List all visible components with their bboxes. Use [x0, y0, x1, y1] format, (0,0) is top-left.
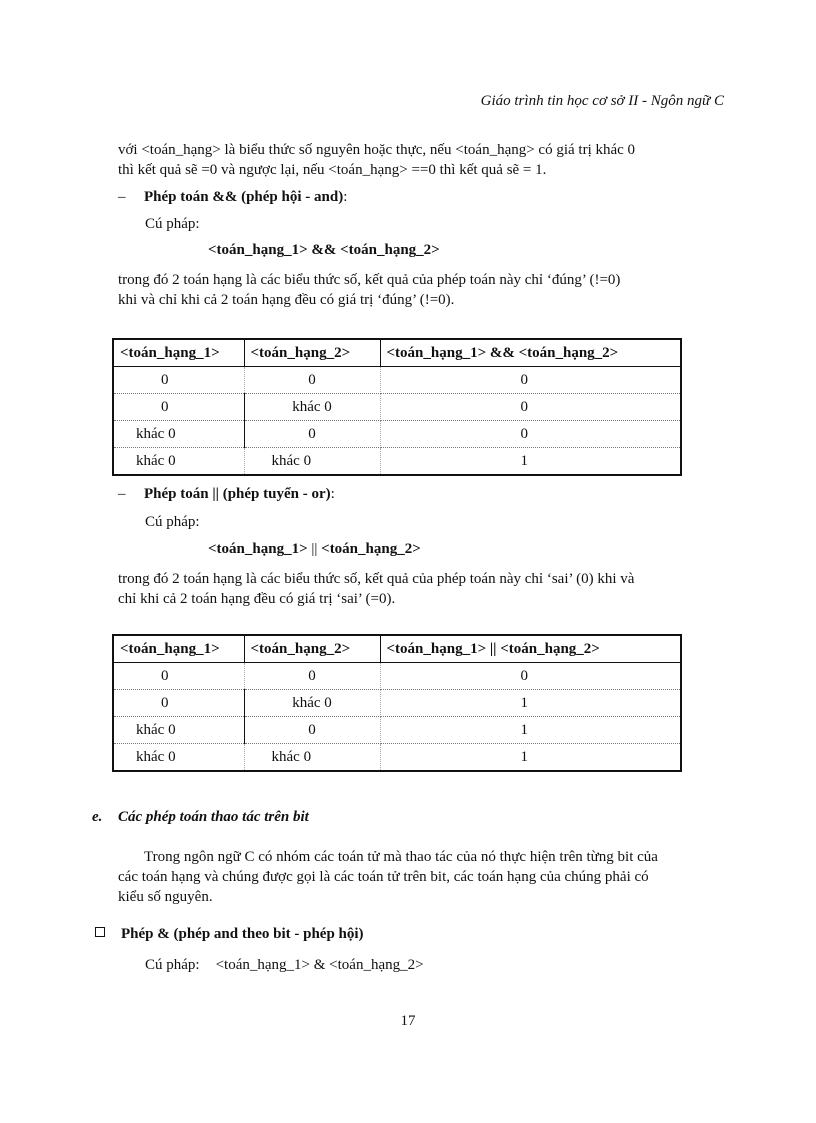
text-line: trong đó 2 toán hạng là các biểu thức số, kết quả của phép toán này chỉ ‘đúng’ (!=0) [118, 272, 621, 288]
syntax-label: Cú pháp: [145, 957, 200, 973]
dash-marker: – [118, 486, 126, 502]
or-truth-table [112, 634, 682, 772]
bit-and-heading-text: Phép & (phép and theo bit - phép hội) [121, 926, 364, 942]
heading-colon: : [343, 189, 348, 205]
table-cell: 0 [113, 690, 244, 717]
formula-operand: <toán_hạng_2> [321, 541, 421, 557]
section-title: Các phép toán thao tác trên bit [118, 809, 309, 825]
table-row [113, 717, 681, 744]
or-heading [118, 486, 335, 503]
and-formula: <toán_hạng_1> && <toán_hạng_2> [208, 242, 440, 258]
and-syntax-label: Cú pháp: [145, 216, 200, 232]
table-row [113, 394, 681, 421]
column-header: <toán_hạng_1> || <toán_hạng_2> [380, 635, 681, 663]
or-heading-text: Phép toán || (phép tuyển - or) [144, 486, 331, 502]
table-cell: 0 [113, 394, 244, 421]
heading-colon: : [330, 486, 335, 502]
section-heading-bit [92, 809, 309, 826]
table-cell: 1 [380, 744, 681, 772]
table-cell: khác 0 [113, 744, 244, 772]
table-row [113, 448, 681, 476]
formula-operand: <toán_hạng_1> [208, 541, 308, 557]
syntax-formula: <toán_hạng_1> & <toán_hạng_2> [215, 957, 424, 973]
table-cell: 1 [380, 690, 681, 717]
table-row [113, 421, 681, 448]
table-cell: 0 [380, 367, 681, 394]
text-line: khi và chỉ khi cả 2 toán hạng đều có giá trị ‘đúng’ (!=0). [118, 292, 455, 308]
text-line: các toán hạng và chúng được gọi là các toán tử trên bit, các toán hạng của chúng phải có [118, 869, 649, 885]
column-header: <toán_hạng_1> && <toán_hạng_2> [380, 339, 681, 367]
table-row [113, 663, 681, 690]
text-line: với <toán_hạng> là biểu thức số nguyên hoặc thực, nếu <toán_hạng> có giá trị khác 0 [118, 142, 636, 158]
table-cell: 0 [244, 421, 380, 448]
table-cell: khác 0 [244, 448, 380, 476]
table-cell: khác 0 [113, 421, 244, 448]
square-bullet-icon [95, 927, 105, 937]
not-operator-description [118, 140, 728, 180]
running-header: Giáo trình tin học cơ sở II - Ngôn ngữ C [480, 93, 724, 109]
table-cell: 0 [244, 663, 380, 690]
text-line: Trong ngôn ngữ C có nhóm các toán tử mà thao tác của nó thực hiện trên từng bit của [144, 849, 658, 865]
text-line: trong đó 2 toán hạng là các biểu thức số, kết quả của phép toán này chỉ ‘sai’ (0) khi và [118, 571, 635, 587]
or-syntax-label: Cú pháp: [145, 514, 200, 530]
table-cell: 0 [113, 663, 244, 690]
table-cell: khác 0 [244, 690, 380, 717]
bit-and-heading [95, 926, 364, 943]
table-cell: khác 0 [244, 394, 380, 421]
table-header-row [113, 339, 681, 367]
table-row [113, 690, 681, 717]
column-header: <toán_hạng_1> [113, 635, 244, 663]
table-cell: 0 [380, 663, 681, 690]
text-line: kiểu số nguyên. [118, 889, 213, 905]
text-line: chỉ khi cả 2 toán hạng đều có giá trị ‘sai’ (=0). [118, 591, 396, 607]
table-row [113, 744, 681, 772]
table-cell: 1 [380, 448, 681, 476]
text-line: thì kết quả sẽ =0 và ngược lại, nếu <toán_hạng> ==0 thì kết quả sẽ = 1. [118, 162, 547, 178]
and-heading [118, 189, 347, 206]
table-cell: 0 [380, 394, 681, 421]
table-header-row [113, 635, 681, 663]
column-header: <toán_hạng_1> [113, 339, 244, 367]
page-number: 17 [400, 1013, 416, 1029]
table-cell: 0 [244, 717, 380, 744]
bit-intro-paragraph [118, 847, 728, 907]
and-heading-text: Phép toán && (phép hội - and) [144, 189, 344, 205]
table-cell: khác 0 [244, 744, 380, 772]
or-description [118, 569, 728, 609]
and-truth-table [112, 338, 682, 476]
table-cell: 0 [244, 367, 380, 394]
and-description [118, 270, 728, 310]
column-header: <toán_hạng_2> [244, 635, 380, 663]
table-cell: 0 [380, 421, 681, 448]
table-cell: khác 0 [113, 717, 244, 744]
or-formula [208, 541, 421, 558]
table-cell: 0 [113, 367, 244, 394]
table-cell: khác 0 [113, 448, 244, 476]
section-label: e. [92, 809, 103, 825]
formula-operator: || [307, 541, 322, 557]
column-header: <toán_hạng_2> [244, 339, 380, 367]
dash-marker: – [118, 189, 126, 205]
table-cell: 1 [380, 717, 681, 744]
bit-and-syntax [145, 957, 424, 974]
table-row [113, 367, 681, 394]
